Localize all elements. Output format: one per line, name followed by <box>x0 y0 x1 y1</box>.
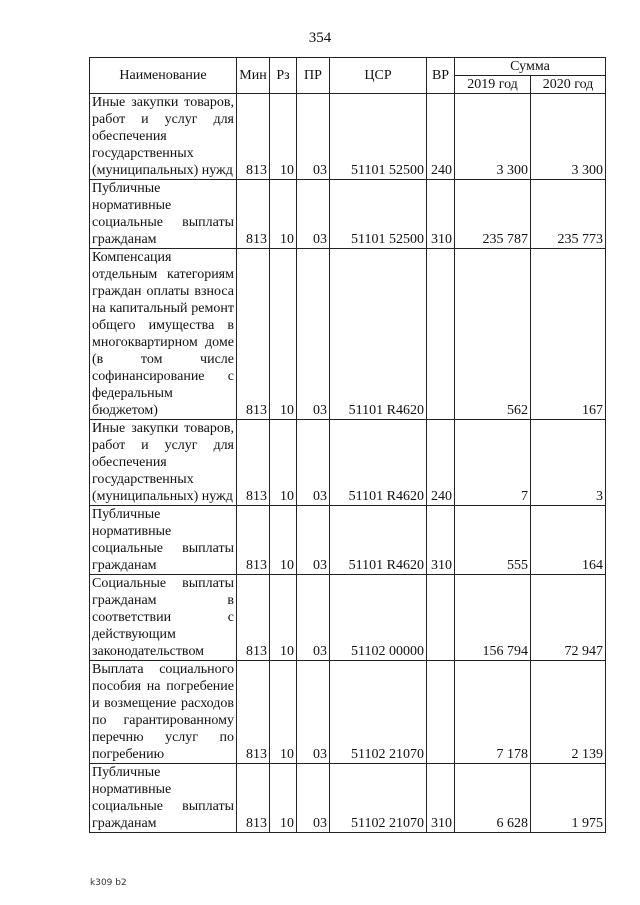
row-pr: 03 <box>297 249 330 420</box>
row-csr: 51101 R4620 <box>330 249 427 420</box>
row-csr: 51102 21070 <box>330 764 427 833</box>
row-csr: 51101 R4620 <box>330 420 427 506</box>
row-2020: 3 300 <box>531 94 606 180</box>
row-2019: 7 178 <box>455 661 531 764</box>
row-2019: 235 787 <box>455 180 531 249</box>
row-rz: 10 <box>270 249 297 420</box>
row-min: 813 <box>237 575 270 661</box>
row-pr: 03 <box>297 180 330 249</box>
row-csr: 51101 52500 <box>330 94 427 180</box>
row-rz: 10 <box>270 180 297 249</box>
row-pr: 03 <box>297 420 330 506</box>
table-row <box>90 94 606 180</box>
row-csr: 51101 R4620 <box>330 506 427 575</box>
row-csr: 51102 21070 <box>330 661 427 764</box>
table-row <box>90 249 606 420</box>
row-2019: 6 628 <box>455 764 531 833</box>
row-vr: 310 <box>427 764 455 833</box>
row-min: 813 <box>237 180 270 249</box>
row-vr: 310 <box>427 506 455 575</box>
header-pr: ПР <box>297 58 330 94</box>
header-2019: 2019 год <box>455 76 531 94</box>
row-name: Публичные нормативные социальные выплаты гражданам <box>90 506 237 575</box>
row-rz: 10 <box>270 575 297 661</box>
row-pr: 03 <box>297 764 330 833</box>
header-min: Мин <box>237 58 270 94</box>
row-min: 813 <box>237 94 270 180</box>
table-row <box>90 180 606 249</box>
row-rz: 10 <box>270 764 297 833</box>
row-2019: 3 300 <box>455 94 531 180</box>
row-rz: 10 <box>270 661 297 764</box>
row-min: 813 <box>237 506 270 575</box>
row-min: 813 <box>237 764 270 833</box>
header-2020: 2020 год <box>531 76 606 94</box>
row-2019: 156 794 <box>455 575 531 661</box>
table-row <box>90 764 606 833</box>
row-2019: 562 <box>455 249 531 420</box>
row-pr: 03 <box>297 94 330 180</box>
row-pr: 03 <box>297 506 330 575</box>
row-name: Публичные нормативные социальные выплаты гражданам <box>90 180 237 249</box>
row-csr: 51101 52500 <box>330 180 427 249</box>
page-number: 354 <box>308 30 332 46</box>
row-2020: 2 139 <box>531 661 606 764</box>
row-vr: 310 <box>427 180 455 249</box>
header-vr: ВР <box>427 58 455 94</box>
row-pr: 03 <box>297 661 330 764</box>
row-rz: 10 <box>270 506 297 575</box>
row-rz: 10 <box>270 94 297 180</box>
row-min: 813 <box>237 249 270 420</box>
row-2019: 7 <box>455 420 531 506</box>
row-name: Публичные нормативные социальные выплаты гражданам <box>90 764 237 833</box>
row-2020: 72 947 <box>531 575 606 661</box>
row-name: Выплата социального пособия на погребение и возмещение расходов по гарантированному перечню услуг по погребению <box>90 661 237 764</box>
row-pr: 03 <box>297 575 330 661</box>
header-sum: Сумма <box>455 58 606 76</box>
table-row <box>90 575 606 661</box>
row-vr <box>427 575 455 661</box>
row-csr: 51102 00000 <box>330 575 427 661</box>
row-2020: 167 <box>531 249 606 420</box>
budget-table <box>89 57 606 833</box>
row-2020: 1 975 <box>531 764 606 833</box>
footer-code: k309 b2 <box>90 878 127 888</box>
header-csr: ЦСР <box>330 58 427 94</box>
row-vr <box>427 661 455 764</box>
row-min: 813 <box>237 420 270 506</box>
row-2020: 3 <box>531 420 606 506</box>
header-name: Наименование <box>90 58 237 94</box>
row-name: Иные закупки товаров, работ и услуг для обеспечения государственных (муниципальных) нужд <box>90 420 237 506</box>
row-2020: 164 <box>531 506 606 575</box>
row-2020: 235 773 <box>531 180 606 249</box>
row-name: Иные закупки товаров, работ и услуг для обеспечения государственных (муниципальных) нужд <box>90 94 237 180</box>
row-vr: 240 <box>427 94 455 180</box>
table-row <box>90 420 606 506</box>
row-vr <box>427 249 455 420</box>
table-row <box>90 506 606 575</box>
header-rz: Рз <box>270 58 297 94</box>
row-2019: 555 <box>455 506 531 575</box>
row-rz: 10 <box>270 420 297 506</box>
row-name: Социальные выплаты гражданам в соответствии с действующим законодательством <box>90 575 237 661</box>
row-vr: 240 <box>427 420 455 506</box>
row-name: Компенсация отдельным категориям граждан оплаты взноса на капитальный ремонт общего имущества в многоквартирном доме (в том числе софинансирование с федеральным бюджетом) <box>90 249 237 420</box>
row-min: 813 <box>237 661 270 764</box>
table-row <box>90 661 606 764</box>
